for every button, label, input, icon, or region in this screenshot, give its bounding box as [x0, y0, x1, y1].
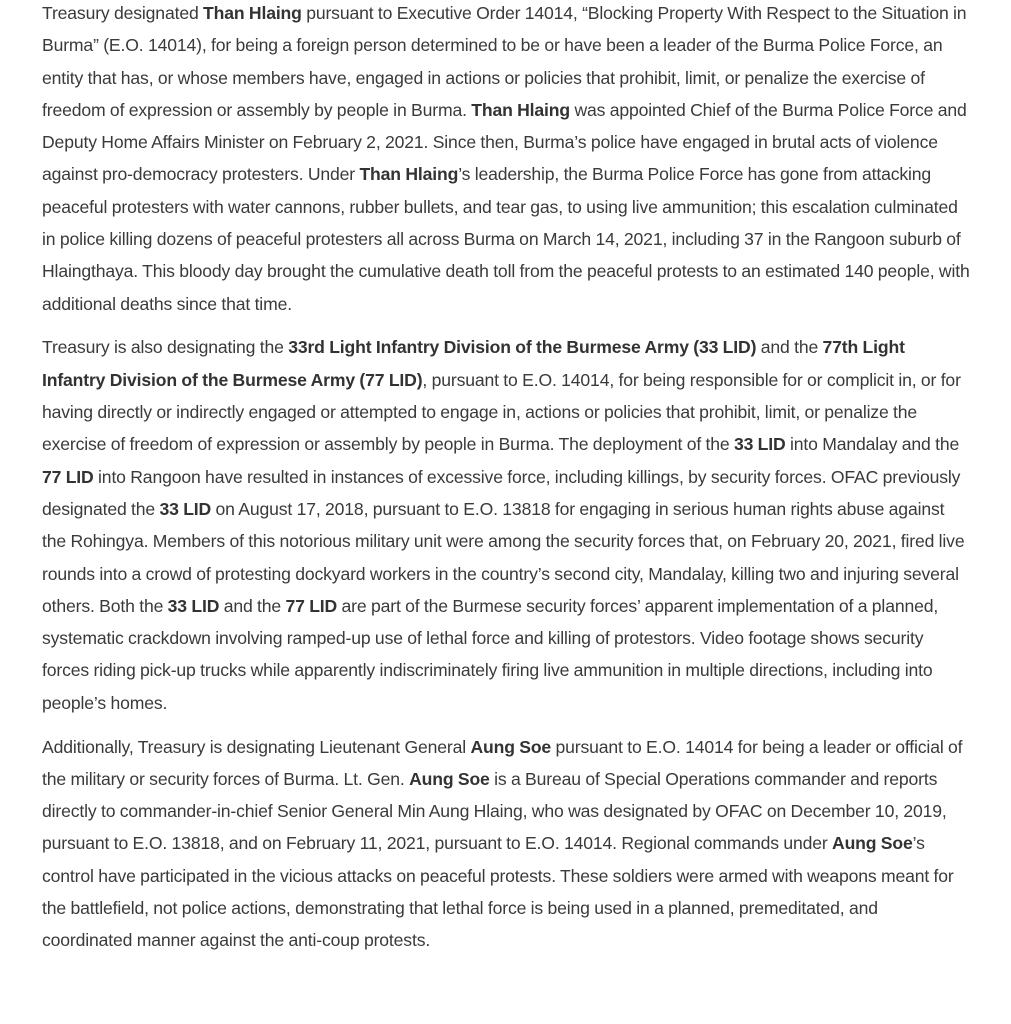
text-segment: and the: [756, 337, 823, 358]
text-segment: Additionally, Treasury is designating Lieutenant General: [42, 736, 471, 757]
text-segment: , pursuant to E.O. 14014, for being responsible for or complicit in, or for having directly or indirectly engaged or attempted to engage in, actions or policies that prohibit, limit, or penalize the exercise of freedom of expression or assembly by people in Burma. The deployment of the: [42, 369, 961, 455]
paragraph: [42, 731, 972, 957]
bold-entity-name: Than Hlaing: [359, 164, 459, 185]
text-segment: pursuant to Executive Order 14014, “Blocking Property With Respect to the Situation in Burma” (E.O. 14014), for being a foreign person determined to be or have been a leader of the Burma Police Force, an entity that has, or whose members have, engaged in actions or policies that prohibit, limit, or penalize the exercise of freedom of expression or assembly by people in Burma.: [42, 3, 967, 120]
bold-entity-name: 33 LID: [733, 434, 786, 455]
text-segment: into Mandalay and the: [785, 434, 960, 455]
bold-entity-name: 77th Light Infantry Division of the Burmese Army (77 LID): [42, 337, 905, 390]
bold-entity-name: 77 LID: [42, 466, 94, 487]
text-segment: ’s control have participated in the vicious attacks on peaceful protests. These soldiers were armed with weapons meant for the battlefield, not police actions, demonstrating that lethal force is being used in a planned, premeditated, and coordinated manner against the anti-coup protests.: [42, 833, 954, 951]
text-segment: and the: [219, 595, 286, 616]
article-body: [42, 0, 972, 968]
text-segment: are part of the Burmese security forces’ apparent implementation of a planned, systematic crackdown involving ramped-up use of lethal force and killing of protestors. Video footage shows security forces riding pick-up trucks while apparently indiscriminately firing live ammunition in multiple directions, including into people’s homes.: [42, 595, 939, 713]
bold-entity-name: 77 LID: [285, 595, 338, 616]
text-segment: pursuant to E.O. 14014 for being a leader or official of the military or security forces of Burma. Lt. Gen.: [42, 736, 963, 789]
text-segment: is a Bureau of Special Operations commander and reports directly to commander-in-chief Senior General Min Aung Hlaing, who was designated by OFAC on December 10, 2019, pursuant to E.O. 13818, and on February 11, 2021, pursuant to E.O. 14014. Regional commands under: [42, 768, 947, 854]
text-segment: Treasury designated: [42, 3, 204, 23]
bold-entity-name: 33rd Light Infantry Division of the Burmese Army (33 LID): [288, 337, 757, 358]
text-segment: Treasury is also designating the: [42, 337, 289, 358]
text-segment: was appointed Chief of the Burma Police Force and Deputy Home Affairs Minister on February 2, 2021. Since then, Burma’s police have engaged in brutal acts of violence against pro-democracy protesters. Under: [42, 99, 967, 185]
bold-entity-name: Aung Soe: [409, 768, 490, 789]
bold-entity-name: 33 LID: [159, 498, 212, 519]
bold-entity-name: 33 LID: [167, 595, 220, 616]
text-segment: into Rangoon have resulted in instances of excessive force, including killings, by security forces. OFAC previously designated the: [42, 466, 961, 519]
paragraph: [42, 0, 972, 320]
paragraph: [42, 331, 972, 719]
text-segment: ’s leadership, the Burma Police Force has gone from attacking peaceful protesters with water cannons, rubber bullets, and tear gas, to using live ammunition; this escalation culminated in police killing dozens of peaceful protesters all across Burma on March 14, 2021, including 37 in the Rangoon suburb of Hlaingthaya. This bloody day brought the cumulative death toll from the peaceful protests to an estimated 140 people, with additional deaths since that time.: [42, 164, 970, 314]
text-segment: on August 17, 2018, pursuant to E.O. 13818 for engaging in serious human rights abuse against the Rohingya. Members of this notorious military unit were among the security forces that, on February 20, 2021, fired live rounds into a crowd of protesting dockyard workers in the country’s second city, Mandalay, killing two and injuring several others. Both the: [42, 498, 965, 616]
bold-entity-name: Than Hlaing: [471, 99, 570, 120]
bold-entity-name: Aung Soe: [470, 736, 552, 757]
bold-entity-name: Aung Soe: [832, 833, 913, 854]
bold-entity-name: Than Hlaing: [203, 3, 302, 23]
